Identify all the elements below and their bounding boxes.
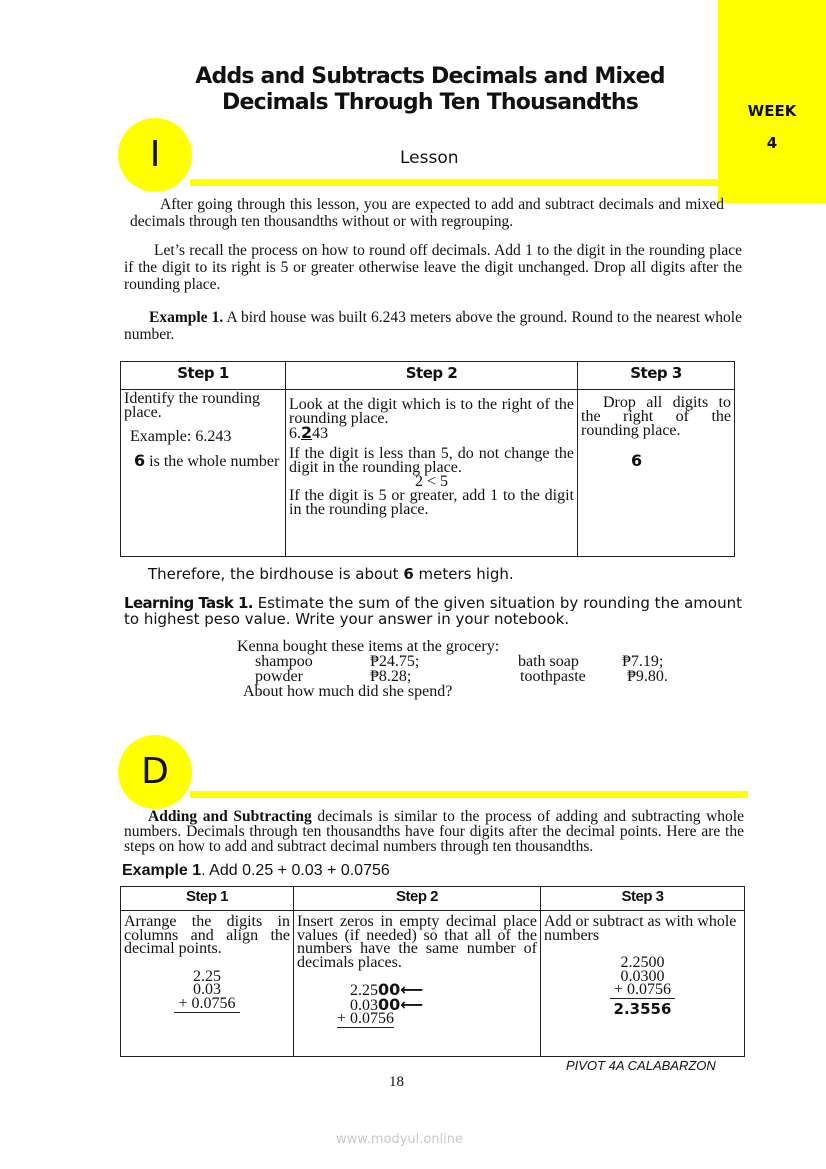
num-post: 43 [312,425,329,442]
intro-paragraph: After going through this lesson, you are expected to add and subtract decimals and mixed decimals through ten thousandths without or with regrouping. [130,196,724,230]
addend: + 0.0756 [610,981,675,999]
step3-cell [578,390,735,557]
week-box [718,0,826,203]
step3-cell [541,911,745,1057]
example2-text: . Add 0.25 + 0.03 + 0.0756 [201,862,390,879]
step1-cell [121,911,294,1057]
item-name: bath soap [518,653,579,670]
week-label: WEEK [747,102,797,120]
grocery-intro: Kenna bought these items at the grocery: [237,638,500,655]
addend: 2.25 [350,982,378,999]
addend: + 0.0756 [174,995,239,1013]
item-name: shampoo [255,653,313,670]
addend: 2.25 [193,967,221,985]
addend: 0.03 [350,996,378,1014]
task-text: Estimate the sum of the given situation by rounding the amount to highest peso value. Write your answer in your notebook. [124,594,742,628]
step3-text: Drop all digits to the right of the rounding place. [581,394,731,439]
added-zeros: 00 [378,994,401,1014]
section-i-circle: I [118,118,192,192]
step1-example: Example: 6.243 [130,428,232,445]
therefore-post: meters high. [413,565,514,583]
example-1 [124,309,742,343]
therefore-bold: 6 [403,565,414,583]
addend: 0.0300 [620,967,665,985]
example-label: Example 1. [149,309,224,326]
header-step-2: Step 2 [286,362,578,390]
item-price: ₱8.28; [370,668,412,685]
rounding-table [120,361,735,557]
arrow-left-icon: ⟵ [400,994,424,1014]
page-title [150,64,710,116]
item-price: ₱24.75; [370,653,420,670]
recall-paragraph: Let’s recall the process on how to round off decimals. Add 1 to the digit in the rounding place if the digit to its right is 5 or greater otherwise leave the digit unchanged. Drop all digits after the rounding place. [124,242,742,293]
step2-number [289,423,574,442]
item-name: powder [255,668,303,685]
yellow-divider [190,179,718,186]
example2-label: Example 1 [122,862,202,879]
task-label: Learning Task 1. [124,594,253,612]
grocery-row [237,669,746,684]
lesson-flow [120,196,746,699]
sum-result: 2.3556 [613,999,672,1018]
step3-text: Add or subtract as with whole numbers [544,913,737,944]
step1-cell [121,390,286,557]
step2-rule-2: If the digit is 5 or greater, add 1 to the digit in the rounding place. [289,487,574,518]
num-bold: 2 [301,423,313,442]
addend: 2.2500 [620,954,665,971]
page-number: 18 [389,1074,404,1090]
header-step-1: Step 1 [121,362,286,390]
step2-compare: 2 < 5 [414,473,449,490]
example-2 [122,862,750,880]
arrow-left-icon: ⟵ [400,980,424,999]
example-text: A bird house was built 6.243 meters above the ground. Round to the nearest whole number. [124,309,742,343]
therefore-line [148,565,746,583]
learning-task [124,595,742,627]
step2-text: Insert zeros in empty decimal place values (if needed) so that all of the numbers have the same number of decimals places. [297,913,537,971]
development-flow [120,809,750,1091]
grocery-problem [237,639,746,699]
item-name: toothpaste [520,668,586,685]
added-zeros: 00 [378,980,401,999]
addend: + 0.0756 [337,1010,395,1027]
num-pre: 6. [289,425,301,442]
therefore-pre: Therefore, the birdhouse is about [148,565,404,583]
header-step-3: Step 3 [541,887,745,911]
step2-text: Look at the digit which is to the right of the rounding place. [289,396,574,427]
yellow-divider [190,791,748,798]
week-number: 4 [766,134,778,152]
step2-cell [294,911,541,1057]
addend-underlined [124,994,290,1012]
title-line-2: Decimals Through Ten Thousandths [222,90,638,115]
footer-org: PIVOT 4A CALABARZON [566,1058,716,1073]
grocery-row [237,654,746,669]
item-price: ₱9.80. [627,668,668,685]
adding-text: decimals is similar to the process of adding and subtracting whole numbers. Decimals through ten thousandths have four digits after the decimal points. Here are the steps on how to add and subtract decimal numbers through ten thousandths. [124,808,744,855]
adding-bold: Adding and Subtracting [148,808,312,825]
lesson-heading: Lesson [400,148,459,168]
bold-six: 6 [134,451,146,470]
step2-cell [286,390,578,557]
item-price: ₱7.19; [622,653,664,670]
adding-table [120,886,745,1057]
step1-note-text: is the whole number [145,453,280,470]
addend: 0.03 [193,981,221,998]
title-line-1: Adds and Subtracts Decimals and Mixed [195,64,665,89]
header-step-1: Step 1 [121,887,294,911]
step2-rule-1: If the digit is less than 5, do not change the digit in the rounding place. [289,445,574,476]
step1-text: Identify the rounding place. [124,390,260,421]
header-step-3: Step 3 [578,362,735,390]
adding-paragraph [124,809,744,854]
header-step-2: Step 2 [294,887,541,911]
step1-text: Arrange the digits in columns and align the decimal points. [124,913,290,957]
step1-note [124,451,282,470]
step3-result: 6 [631,451,643,470]
section-d-circle: D [118,735,192,809]
grocery-question: About how much did she spend? [243,683,453,700]
watermark: www.modyul.online [336,1132,464,1147]
